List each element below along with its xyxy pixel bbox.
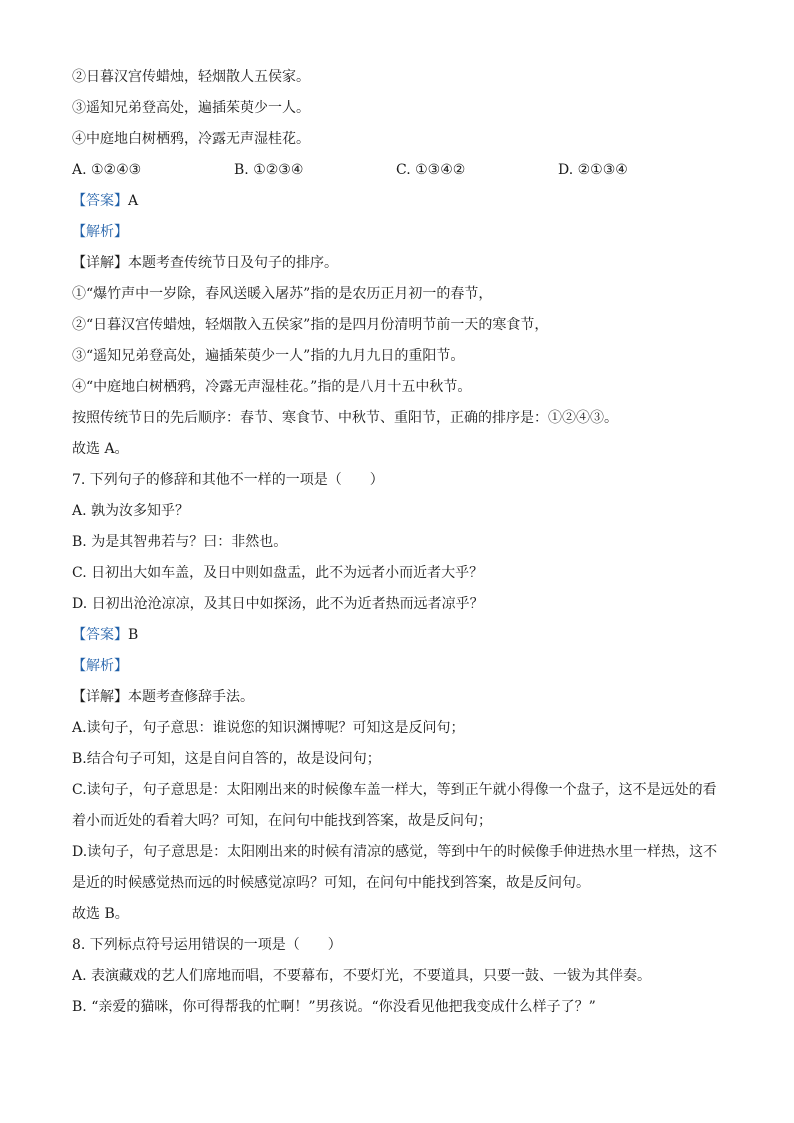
q7-explain-line: C.读句子，句子意思是：太阳刚出来的时候像车盖一样大，等到正午就小得像一个盘子，这不是远处的看 <box>72 782 717 798</box>
analysis-label: 【解析】 <box>72 224 128 240</box>
q6-explain-line: ③“遥知兄弟登高处，遍插茱萸少一人”指的九月九日的重阳节。 <box>72 348 465 364</box>
q6-option-c: C. ①③④② <box>396 162 466 178</box>
q6-analysis <box>72 217 734 248</box>
q6-explain-line: 按照传统节日的先后顺序：春节、寒食节、中秋节、重阳节，正确的排序是：①②④③。 <box>72 410 618 426</box>
q6-conclusion: 故选 A。 <box>72 441 129 457</box>
answer-value: A <box>128 193 139 209</box>
q7-answer <box>72 620 734 651</box>
detail-text: 本题考查修辞手法。 <box>128 689 254 705</box>
q8-stem: 8. 下列标点符号运用错误的一项是（ ） <box>72 937 342 953</box>
detail-label: 【详解】 <box>72 255 128 271</box>
q7-option-d: D. 日初出沧沧凉凉，及其日中如探汤，此不为近者热而远者凉乎？ <box>72 596 484 612</box>
q7-explain-line: D.读句子，句子意思是：太阳刚出来的时候有清凉的感觉，等到中午的时候像手伸进热水里一样热，这不 <box>72 844 718 860</box>
q7-conclusion: 故选 B。 <box>72 906 129 922</box>
q7-explain-line: A.读句子，句子意思：谁说您的知识渊博呢？可知这是反问句； <box>72 720 465 736</box>
q7-option-b: B. 为是其智弗若与？曰：非然也。 <box>72 534 288 550</box>
q7-explain-line: B.结合句子可知，这是自问自答的，故是设问句； <box>72 751 381 767</box>
q7-option-c: C. 日初出大如车盖，及日中则如盘盂，此不为远者小而近者大乎？ <box>72 565 484 581</box>
q7-option-a: A. 孰为汝多知乎？ <box>72 503 190 519</box>
q8-option-b: B. “亲爱的猫咪，你可得帮我的忙啊！”男孩说。“你没看见他把我变成什么样子了？” <box>72 999 596 1015</box>
q8-option-a: A. 表演藏戏的艺人们席地而唱，不要幕布，不要灯光，不要道具，只要一鼓、一钹为其伴奏。 <box>72 968 652 984</box>
q6-explain-line: ②“日暮汉宫传蜡烛，轻烟散入五侯家”指的是四月份清明节前一天的寒食节， <box>72 317 549 333</box>
q7-detail <box>72 682 734 713</box>
q6-option-b: B. ①②③④ <box>234 162 304 178</box>
q6-explain-line: ①“爆竹声中一岁除，春风送暖入屠苏”指的是农历正月初一的春节， <box>72 286 493 302</box>
q6-answer <box>72 186 734 217</box>
q7-explain-line: 着小而近处的看着大吗？可知，在问句中能找到答案，故是反问句； <box>72 813 492 829</box>
poem-line-4: ④中庭地白树栖鸦，冷露无声湿桂花。 <box>72 131 310 147</box>
q6-option-d: D. ②①③④ <box>558 162 628 178</box>
q6-detail <box>72 248 734 279</box>
poem-line-3: ③遥知兄弟登高处，遍插茱萸少一人。 <box>72 100 310 116</box>
q6-explain-line: ④“中庭地白树栖鸦，冷露无声湿桂花。”指的是八月十五中秋节。 <box>72 379 472 395</box>
q6-options <box>72 155 734 186</box>
q6-option-a: A. ①②④③ <box>72 162 142 178</box>
poem-line-2: ②日暮汉宫传蜡烛，轻烟散人五侯家。 <box>72 69 310 85</box>
q7-analysis <box>72 651 734 682</box>
answer-label: 【答案】 <box>72 193 128 209</box>
detail-text: 本题考查传统节日及句子的排序。 <box>128 255 338 271</box>
q7-stem: 7. 下列句子的修辞和其他不一样的一项是（ ） <box>72 472 384 488</box>
answer-value: B <box>128 627 139 643</box>
analysis-label: 【解析】 <box>72 658 128 674</box>
answer-label: 【答案】 <box>72 627 128 643</box>
q7-explain-line: 是近的时候感觉热而远的时候感觉凉吗？可知，在问句中能找到答案，故是反问句。 <box>72 875 590 891</box>
detail-label: 【详解】 <box>72 689 128 705</box>
